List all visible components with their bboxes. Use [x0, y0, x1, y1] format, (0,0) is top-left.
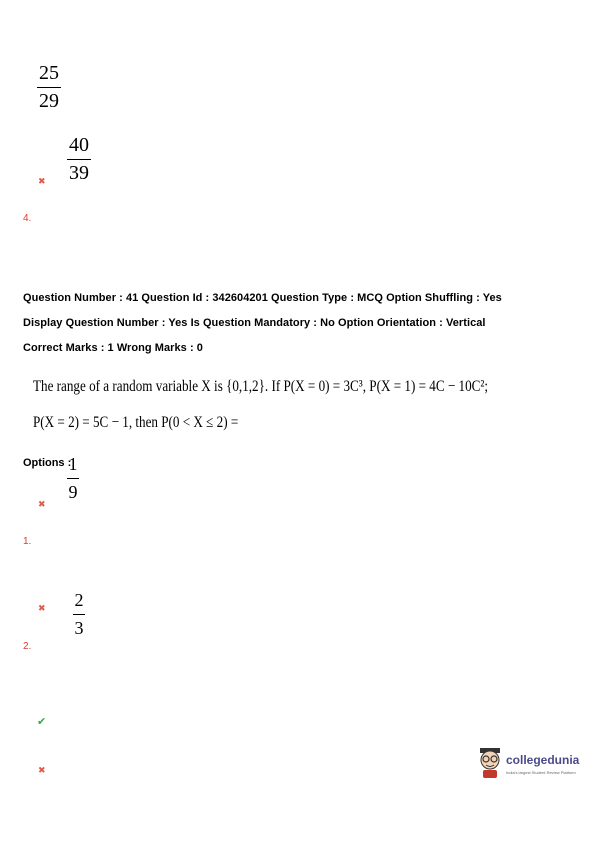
options-label: Options : — [23, 457, 72, 469]
option-2-fraction — [73, 589, 85, 639]
collegedunia-logo — [476, 746, 586, 782]
logo-wordmark: collegedunia — [506, 753, 580, 767]
denominator: 29 — [39, 90, 59, 112]
denominator: 9 — [68, 482, 78, 502]
cross-icon: ✖ — [38, 500, 46, 510]
check-icon: ✔ — [37, 715, 47, 728]
logo-tagline: India's largest Student Review Platform — [506, 770, 576, 775]
fraction-bar — [67, 478, 79, 479]
fraction-40-39 — [67, 134, 91, 184]
fraction-bar — [37, 87, 61, 88]
fraction-bar — [67, 159, 91, 160]
option-1-fraction — [67, 453, 79, 503]
question-meta-line-1: Question Number : 41 Question Id : 342604201 Question Type : MCQ Option Shuffling : Yes — [23, 292, 502, 304]
cross-icon: ✖ — [38, 766, 46, 776]
numerator: 2 — [74, 590, 84, 610]
numerator: 40 — [69, 134, 89, 156]
option-number: 2. — [23, 641, 32, 652]
cross-icon: ✖ — [38, 604, 46, 614]
cross-icon: ✖ — [38, 177, 46, 187]
fraction-bar — [73, 614, 85, 615]
question-text-line-1: The range of a random variable X is {0,1,2}. If P(X = 0) = 3C³, P(X = 1) = 4C − 10C²; — [33, 378, 488, 395]
question-text-line-2: P(X = 2) = 5C − 1, then P(0 < X ≤ 2) = — [33, 414, 239, 431]
option-number: 1. — [23, 536, 32, 547]
mascot-icon — [476, 746, 504, 780]
denominator: 39 — [69, 162, 89, 184]
fraction-25-29 — [37, 62, 61, 112]
question-meta-line-2: Display Question Number : Yes Is Question Mandatory : No Option Orientation : Vertical — [23, 317, 486, 329]
numerator: 1 — [68, 454, 78, 474]
option-number: 4. — [23, 213, 32, 224]
denominator: 3 — [74, 618, 84, 638]
question-meta-line-3: Correct Marks : 1 Wrong Marks : 0 — [23, 342, 203, 354]
numerator: 25 — [39, 62, 59, 84]
